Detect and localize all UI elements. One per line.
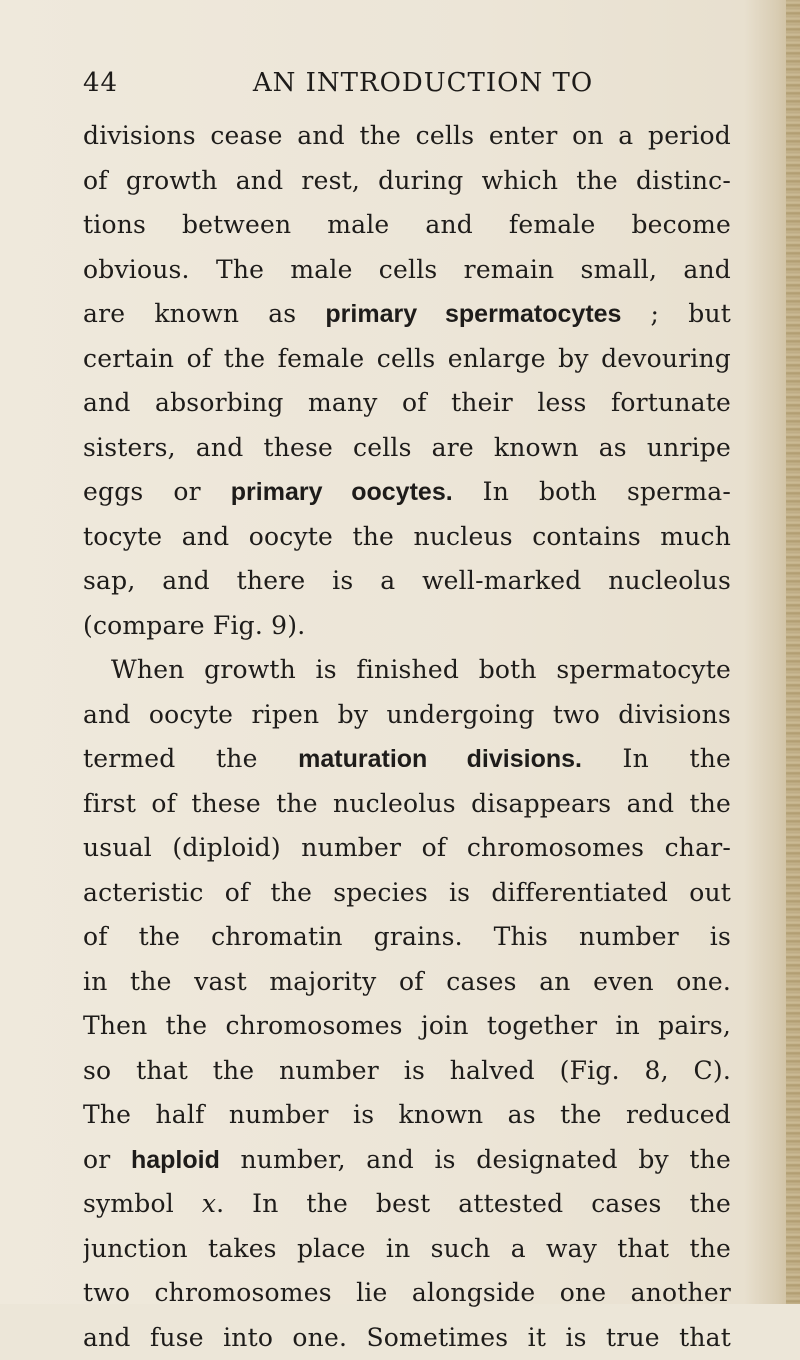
page-number: 44 xyxy=(83,68,118,98)
text-segment: obvious. The male cells remain small, and xyxy=(83,255,731,284)
text-line xyxy=(83,292,731,337)
text-segment: ; but xyxy=(621,299,731,328)
text-line xyxy=(83,1227,731,1272)
text-line xyxy=(83,515,731,560)
text-segment: The half number is known as the reduced xyxy=(83,1100,731,1129)
text-segment: junction takes place in such a way that the xyxy=(83,1234,731,1263)
text-line xyxy=(83,426,731,471)
text-line xyxy=(83,203,731,248)
text-segment: of growth and rest, during which the distinc- xyxy=(83,166,731,195)
text-segment: and oocyte ripen by undergoing two divisions xyxy=(83,700,731,729)
text-segment: or xyxy=(83,1145,131,1174)
bold-term: haploid xyxy=(131,1146,220,1174)
text-line xyxy=(83,871,731,916)
text-segment: certain of the female cells enlarge by devouring xyxy=(83,344,731,373)
text-line xyxy=(83,248,731,293)
text-segment: tocyte and oocyte the nucleus contains much xyxy=(83,522,731,551)
bold-term: primary spermatocytes xyxy=(325,300,621,328)
text-segment: Then the chromosomes join together in pairs, xyxy=(83,1011,731,1040)
text-segment: so that the number is halved (Fig. 8, C). xyxy=(83,1056,731,1085)
text-segment: eggs or xyxy=(83,477,231,506)
text-line xyxy=(83,114,731,159)
text-line xyxy=(83,559,731,604)
text-segment: symbol xyxy=(83,1189,202,1218)
text-line xyxy=(83,1138,731,1183)
page-edge xyxy=(786,0,800,1304)
text-segment: In the xyxy=(582,744,731,773)
text-segment: usual (diploid) number of chromosomes char- xyxy=(83,833,731,862)
text-segment: (compare Fig. 9). xyxy=(83,611,305,640)
body-text xyxy=(83,114,731,1360)
text-line xyxy=(83,470,731,515)
text-segment: and fuse into one. Sometimes it is true that xyxy=(83,1323,731,1352)
text-line xyxy=(83,648,731,693)
text-segment: acteristic of the species is differentiated out xyxy=(83,878,731,907)
text-line xyxy=(83,782,731,827)
text-line xyxy=(83,1316,731,1360)
text-segment: tions between male and female become xyxy=(83,210,731,239)
bold-term: primary oocytes. xyxy=(231,478,453,506)
text-line xyxy=(83,337,731,382)
text-segment: two chromosomes lie alongside one another xyxy=(83,1278,731,1307)
italic-symbol: x xyxy=(202,1189,216,1218)
text-line xyxy=(83,604,731,649)
text-line xyxy=(83,1004,731,1049)
text-segment: . In the best attested cases the xyxy=(216,1189,731,1218)
text-line xyxy=(83,1271,731,1316)
text-line xyxy=(83,960,731,1005)
bold-term: maturation divisions. xyxy=(298,745,582,773)
page-header xyxy=(83,62,733,106)
text-segment: When growth is finished both spermatocyte xyxy=(111,655,731,684)
text-segment: termed the xyxy=(83,744,298,773)
text-segment: sap, and there is a well-marked nucleolus xyxy=(83,566,731,595)
text-line xyxy=(83,915,731,960)
text-line xyxy=(83,159,731,204)
text-line xyxy=(83,737,731,782)
text-line xyxy=(83,693,731,738)
text-segment: are known as xyxy=(83,299,325,328)
text-line xyxy=(83,1182,731,1227)
text-line xyxy=(83,381,731,426)
text-segment: first of these the nucleolus disappears and the xyxy=(83,789,731,818)
running-head: AN INTRODUCTION TO xyxy=(83,68,733,98)
text-line xyxy=(83,826,731,871)
text-line xyxy=(83,1093,731,1138)
text-line xyxy=(83,1049,731,1094)
text-segment: and absorbing many of their less fortunate xyxy=(83,388,731,417)
text-segment: In both sperma- xyxy=(453,477,731,506)
text-segment: sisters, and these cells are known as unripe xyxy=(83,433,731,462)
text-segment: divisions cease and the cells enter on a period xyxy=(83,121,731,150)
text-segment: of the chromatin grains. This number is xyxy=(83,922,731,951)
text-segment: number, and is designated by the xyxy=(220,1145,731,1174)
text-segment: in the vast majority of cases an even one. xyxy=(83,967,731,996)
